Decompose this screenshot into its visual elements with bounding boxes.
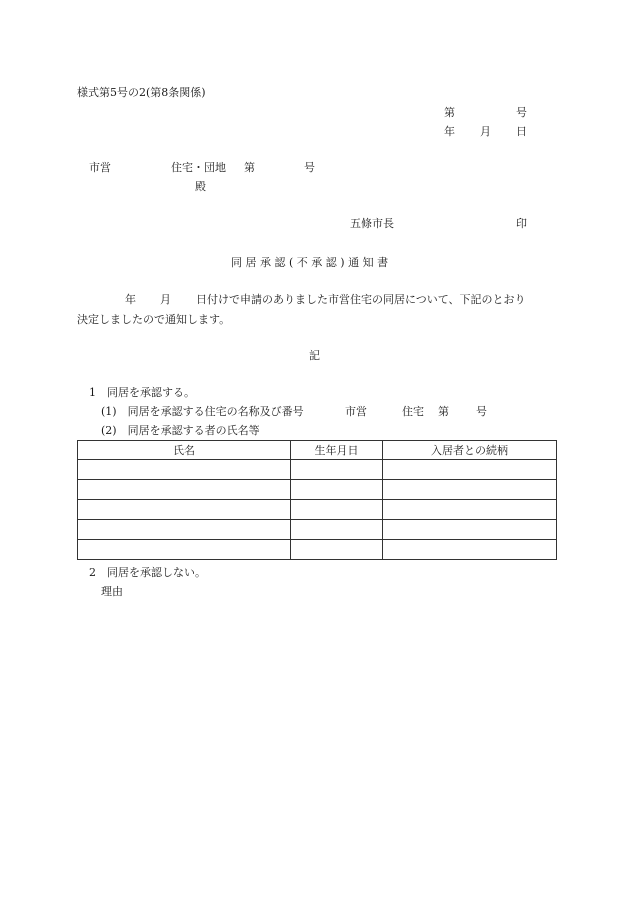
cell-relationship[interactable] bbox=[383, 540, 557, 560]
seal-mark: 印 bbox=[516, 217, 527, 230]
section1-item1-number-suffix: 号 bbox=[476, 405, 487, 418]
section2-heading: 2 同居を承認しない。 bbox=[89, 566, 206, 579]
section1-item1-housing: 住宅 bbox=[402, 405, 424, 418]
doc-number-suffix: 号 bbox=[516, 106, 527, 119]
addressee-housing-complex: 住宅・団地 bbox=[171, 161, 226, 174]
cell-relationship[interactable] bbox=[383, 460, 557, 480]
table-row bbox=[78, 520, 557, 540]
header-relationship: 入居者との続柄 bbox=[383, 441, 557, 460]
date-day: 日 bbox=[516, 125, 527, 138]
cell-birthdate[interactable] bbox=[291, 540, 383, 560]
section1-item1-number-prefix: 第 bbox=[438, 405, 449, 418]
doc-number-prefix: 第 bbox=[444, 106, 455, 119]
cell-name[interactable] bbox=[78, 540, 291, 560]
header-name: 氏名 bbox=[78, 441, 291, 460]
date-month: 月 bbox=[480, 125, 491, 138]
table-header-row bbox=[78, 441, 557, 460]
section1-item1-municipal: 市営 bbox=[345, 405, 367, 418]
body-month: 月 bbox=[160, 293, 171, 306]
date-year: 年 bbox=[444, 125, 455, 138]
addressee-municipal: 市営 bbox=[89, 161, 111, 174]
document-title: 同居承認(不承認)通知書 bbox=[231, 256, 392, 269]
table-row bbox=[78, 480, 557, 500]
cell-birthdate[interactable] bbox=[291, 520, 383, 540]
cell-relationship[interactable] bbox=[383, 500, 557, 520]
section1-heading: 1 同居を承認する。 bbox=[89, 386, 195, 399]
addressee-honorific: 殿 bbox=[195, 180, 206, 193]
cell-birthdate[interactable] bbox=[291, 480, 383, 500]
form-label: 様式第5号の2(第8条関係) bbox=[77, 86, 206, 99]
body-line1: 日付けで申請のありました市営住宅の同居について、下記のとおり bbox=[196, 293, 526, 306]
addressee-number-suffix: 号 bbox=[304, 161, 315, 174]
addressee-number-prefix: 第 bbox=[244, 161, 255, 174]
cell-relationship[interactable] bbox=[383, 480, 557, 500]
table-row bbox=[78, 500, 557, 520]
body-year: 年 bbox=[125, 293, 136, 306]
cohabitant-table bbox=[77, 440, 557, 560]
header-birthdate: 生年月日 bbox=[291, 441, 383, 460]
table-row bbox=[78, 540, 557, 560]
issuer-name: 五條市長 bbox=[350, 217, 394, 230]
section1-item1-label: (1) 同居を承認する住宅の名称及び番号 bbox=[101, 405, 304, 418]
cell-birthdate[interactable] bbox=[291, 500, 383, 520]
table-row bbox=[78, 460, 557, 480]
cell-birthdate[interactable] bbox=[291, 460, 383, 480]
cell-name[interactable] bbox=[78, 480, 291, 500]
section2-reason-label: 理由 bbox=[101, 585, 123, 598]
cell-name[interactable] bbox=[78, 520, 291, 540]
cell-relationship[interactable] bbox=[383, 520, 557, 540]
ki-mark: 記 bbox=[309, 349, 320, 362]
cell-name[interactable] bbox=[78, 460, 291, 480]
cell-name[interactable] bbox=[78, 500, 291, 520]
section1-item2-label: (2) 同居を承認する者の氏名等 bbox=[101, 424, 260, 437]
body-line2: 決定しましたので通知します。 bbox=[77, 313, 231, 326]
